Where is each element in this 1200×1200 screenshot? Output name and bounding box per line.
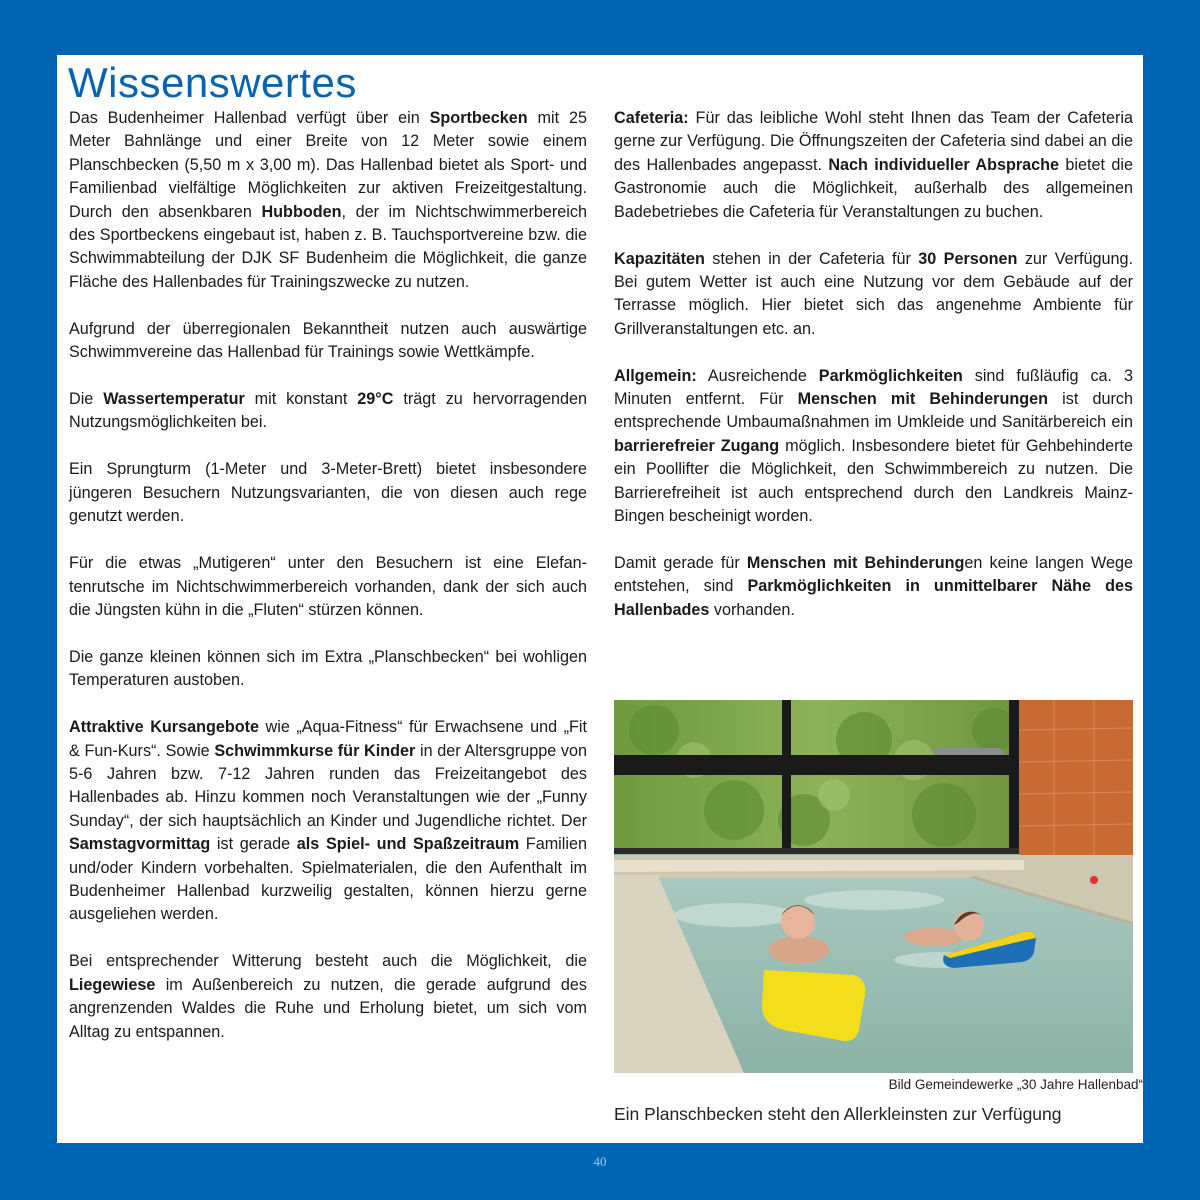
pool-photo-image (614, 700, 1133, 1073)
paragraph (69, 646, 587, 693)
photo-credit: Bild Gemeindewerke „30 Jahre Hallenbad“ (888, 1077, 1143, 1092)
window-frame-horizontal (614, 755, 1024, 775)
paragraph (614, 552, 1133, 622)
left-column (69, 107, 587, 1067)
paragraph (614, 107, 1133, 224)
bold-text: Sportbecken (429, 109, 528, 127)
body-text: Für das leibliche Wohl steht Ihnen das Team der Cafeteria gerne zur Verfügung. Die Öffnungszeiten der Cafeteria sind dabei an die des Hallenbades angepasst. (614, 109, 1133, 174)
paragraph (69, 552, 587, 622)
photo-caption: Ein Planschbecken steht den Allerkleinsten zur Verfügung (614, 1104, 1062, 1124)
body-text: en keine langen Wege entstehen, sind (614, 554, 1133, 596)
ball (1090, 876, 1098, 884)
paragraph (69, 458, 587, 528)
body-text: Für die etwas „Mutigeren“ unter den Besuchern ist eine Elefantenrutsche im Nichtschwimmerbereich vorhanden, dank der sich auch die Jüngsten kühn in die „Fluten“ stürzen können. (69, 554, 587, 619)
body-text: möglich. Insbesondere bietet für Gehbehinderte ein Poollifter die Möglichkeit, den Schwimmbereich zu nutzen. Die Barrierefreiheit ist auch entsprechend durch den Landkreis Mainz-Bingen bescheinigt worden. (614, 436, 1133, 526)
body-text: ist gerade (210, 835, 297, 854)
body-text: zur Verfügung. Bei gutem Wetter ist auch eine Nutzung vor dem Gebäude auf der Terrasse möglich. Hier bietet sich das angenehme Ambiente für Grillveranstaltungen etc. an. (614, 249, 1133, 338)
bold-text: Samstagvormittag (69, 835, 211, 854)
paragraph (69, 107, 587, 294)
body-text: bietet die Gastronomie auch die Möglichkeit, außerhalb des allgemeinen Badebetriebes die Cafeteria für Veranstaltungen zu buchen. (614, 155, 1133, 221)
body-text: Aufgrund der überregionalen Bekanntheit nutzen auch auswärtige Schwimmvereine das Hallenbad für Trainings sowie Wettkämpfe. (69, 319, 587, 362)
paragraph (69, 950, 587, 1044)
bold-text: Hubboden (261, 202, 342, 221)
paragraph (614, 248, 1133, 342)
body-text: in der Altersgruppe von 5-6 Jahren bzw. 7-12 Jahren runden das Freizeitangebot des Hallenbades ab. Hinzu kommen noch Veranstaltungen wie der „Funny Sunday“, der sich hauptsächlich an Kinder und Jugendliche richtet. Der (69, 741, 587, 830)
body-text: Bei entsprechender Witterung besteht auch die Möglichkeit, die (69, 952, 587, 971)
window-frame-vertical (782, 700, 791, 852)
body-text: mit 25 Meter Bahnlänge und einer Breite von 12 Meter sowie einem Planschbecken (5,50 m x 3,00 m). Das Hallenbad bietet als Sport- und Familienbad vielfältige Möglichkeiten zur aktiven Freizeitgestaltung. Durch den absenkbaren (69, 109, 587, 221)
paragraph (69, 716, 587, 927)
paragraph (614, 365, 1133, 529)
bold-text: Wassertemperatur (103, 390, 245, 409)
body-text: Ausreichende (696, 366, 819, 385)
body-text: im Außenbereich zu nutzen, die gerade aufgrund des angrenzenden Waldes die Ruhe und Erholung bietet, um sich vom Alltag zu entspannen. (69, 975, 587, 1041)
bold-text: Cafeteria: (614, 109, 689, 127)
bold-text: 30 Personen (918, 249, 1018, 268)
window-frame-right (1009, 700, 1019, 852)
bold-text: Parkmöglichkeiten (818, 366, 963, 385)
bold-text: Allgemein: (614, 366, 697, 385)
body-text: trägt zu hervorragenden Nutzungsmöglichkeiten bei. (69, 390, 587, 432)
body-text: ist durch entsprechende Umbaumaßnahmen im Umkleide und Sanitärbereich ein (614, 390, 1133, 432)
body-text: vorhanden. (709, 600, 795, 619)
body-text: Damit gerade für (614, 554, 747, 572)
bold-text: Schwimmkurse für Kinder (214, 741, 416, 760)
bold-text: Kapazitäten (614, 249, 705, 268)
paragraph (69, 388, 587, 435)
right-column (614, 107, 1133, 646)
page-number: 40 (593, 1154, 607, 1169)
body-text: stehen in der Cafeteria für (704, 249, 919, 268)
body-text: Ein Sprungturm (1-Meter und 3-Meter-Brett) bietet insbesondere jüngeren Besuchern Nutzungsvarianten, die von diesen auch rege genutzt werden. (69, 460, 587, 526)
bold-text: als Spiel- und Spaßzeitraum (296, 835, 520, 854)
bold-text: Nach individueller Absprache (828, 155, 1060, 174)
body-text: , der im Nichtschwimmerbereich des Sportbeckens eingebaut ist, haben z. B. Tauchsportvereine bzw. die Schwimmabteilung der DJK SF Budenheim die Möglichkeit, die ganze Fläche des Hallenbades für Trainingszwecke zu nutzen. (69, 202, 587, 291)
window-sill (614, 848, 1024, 854)
page-title: Wissenswertes (68, 59, 357, 106)
bold-text: Parkmöglichkeiten in unmittelbarer Nähe des Hallenbades (614, 577, 1133, 619)
body-text: wie „Aqua-Fitness“ für Erwachsene und „Fit & Fun-Kurs“. Sowie (69, 718, 587, 760)
pool-photo (614, 700, 1133, 1073)
body-text: Die (69, 390, 104, 409)
bold-text: barrierefreier Zugang (614, 436, 780, 455)
bold-text: Attraktive Kursangebote (69, 718, 260, 737)
body-text: Die ganze kleinen können sich im Extra „Planschbecken“ bei wohligen Temperaturen austoben. (69, 647, 587, 690)
bold-text: Menschen mit Behinderung (746, 554, 965, 572)
bold-text: Menschen mit Behinderungen (797, 390, 1049, 409)
body-text: sind fußläufig ca. 3 Minuten entfernt. Für (614, 366, 1134, 409)
bold-text: 29°C (357, 390, 394, 409)
body-text: mit konstant (244, 390, 358, 409)
body-text: Familien und/oder Kindern vorbehalten. Spielmaterialen, die den Aufenthalt im Budenheimer Hallenbad kurzweilig gestalten, können hierzu gerne ausgeliehen werden. (69, 835, 587, 924)
paragraph (69, 318, 587, 365)
bold-text: Liegewiese (69, 975, 156, 994)
body-text: Das Budenheimer Hallenbad verfügt über ein (69, 109, 430, 127)
